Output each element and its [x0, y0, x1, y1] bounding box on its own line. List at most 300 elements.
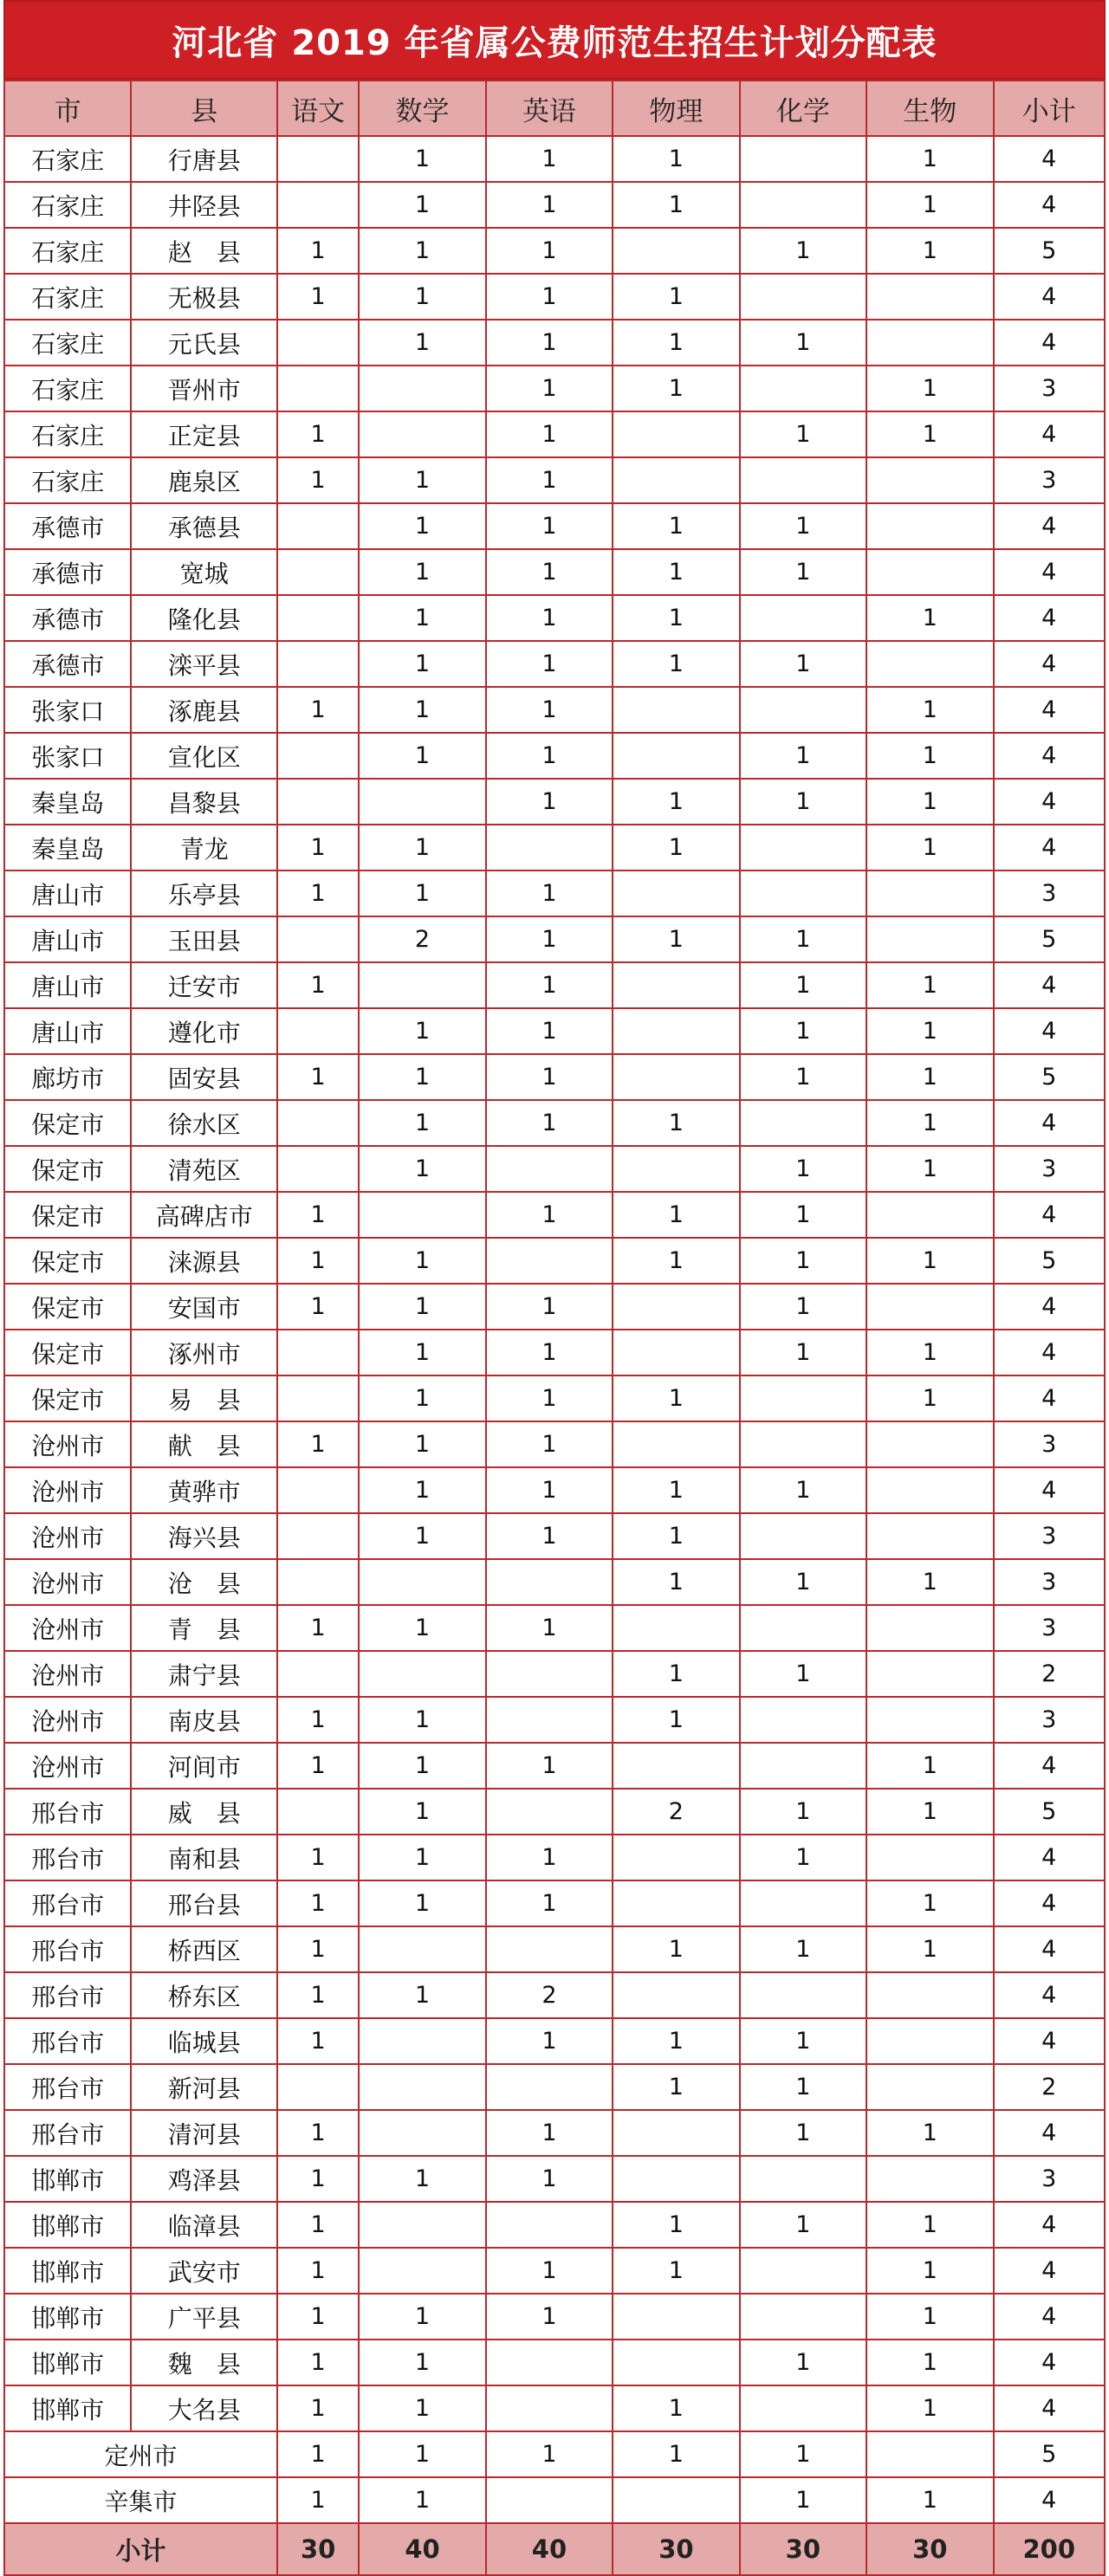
cell-chinese	[277, 1789, 359, 1835]
cell-chemistry: 1	[740, 641, 866, 687]
cell-city: 沧州市	[4, 1513, 131, 1559]
cell-english	[486, 1238, 613, 1284]
cell-city: 沧州市	[4, 1651, 131, 1697]
cell-city: 唐山市	[4, 916, 131, 962]
cell-biology: 1	[866, 1926, 993, 1972]
cell-chinese: 1	[277, 1605, 359, 1651]
cell-english: 1	[486, 1284, 613, 1330]
cell-biology: 1	[866, 1375, 993, 1421]
cell-city: 邯郸市	[4, 2202, 131, 2248]
cell-city: 沧州市	[4, 1743, 131, 1789]
cell-subtotal: 4	[994, 1330, 1105, 1375]
table-row	[4, 2294, 1105, 2340]
cell-county: 肃宁县	[131, 1651, 277, 1697]
header-physics: 物理	[613, 81, 739, 136]
header-english: 英语	[486, 81, 613, 136]
cell-math: 1	[359, 2431, 485, 2477]
cell-physics	[613, 2110, 739, 2156]
cell-chinese: 1	[277, 2202, 359, 2248]
cell-county: 威 县	[131, 1789, 277, 1835]
cell-biology: 1	[866, 1880, 993, 1926]
cell-physics	[613, 1330, 739, 1375]
cell-chemistry: 1	[740, 2477, 866, 2523]
cell-math: 1	[359, 1375, 485, 1421]
cell-subtotal: 3	[994, 2156, 1105, 2202]
cell-physics	[613, 962, 739, 1008]
cell-chinese	[277, 641, 359, 687]
cell-subtotal: 4	[994, 1926, 1105, 1972]
cell-subtotal: 4	[994, 641, 1105, 687]
cell-english: 1	[486, 503, 613, 549]
cell-biology: 1	[866, 228, 993, 274]
cell-math: 1	[359, 1054, 485, 1100]
cell-county: 涿州市	[131, 1330, 277, 1375]
cell-subtotal: 4	[994, 2340, 1105, 2385]
cell-biology	[866, 274, 993, 320]
cell-math: 1	[359, 2156, 485, 2202]
cell-city: 承德市	[4, 595, 131, 641]
cell-english: 1	[486, 1743, 613, 1789]
table-row	[4, 2156, 1105, 2202]
cell-math: 1	[359, 1972, 485, 2018]
cell-subtotal: 4	[994, 2294, 1105, 2340]
cell-county: 临漳县	[131, 2202, 277, 2248]
cell-math	[359, 2248, 485, 2294]
cell-chinese: 1	[277, 2477, 359, 2523]
cell-math	[359, 779, 485, 825]
cell-subtotal: 4	[994, 595, 1105, 641]
cell-biology	[866, 1605, 993, 1651]
cell-math: 1	[359, 549, 485, 595]
cell-city: 唐山市	[4, 871, 131, 916]
total-physics: 30	[613, 2523, 739, 2575]
cell-chinese: 1	[277, 1054, 359, 1100]
cell-biology: 1	[866, 1559, 993, 1605]
table-row	[4, 825, 1105, 871]
cell-biology	[866, 1697, 993, 1743]
cell-math	[359, 1651, 485, 1697]
cell-biology	[866, 503, 993, 549]
table-row	[4, 871, 1105, 916]
table-row	[4, 457, 1105, 503]
cell-biology	[866, 641, 993, 687]
cell-subtotal: 3	[994, 1697, 1105, 1743]
cell-city: 邢台市	[4, 1972, 131, 2018]
cell-physics: 1	[613, 779, 739, 825]
cell-county: 元氏县	[131, 320, 277, 366]
cell-chemistry: 1	[740, 1467, 866, 1513]
cell-city: 沧州市	[4, 1697, 131, 1743]
cell-math: 1	[359, 457, 485, 503]
cell-county: 南和县	[131, 1835, 277, 1880]
cell-chemistry	[740, 2248, 866, 2294]
table-row	[4, 733, 1105, 779]
cell-chemistry: 1	[740, 2110, 866, 2156]
cell-chinese: 1	[277, 1880, 359, 1926]
cell-county: 遵化市	[131, 1008, 277, 1054]
table-row	[4, 274, 1105, 320]
cell-county: 井陉县	[131, 182, 277, 228]
cell-english: 1	[486, 687, 613, 733]
table-row	[4, 549, 1105, 595]
total-subtotal: 200	[994, 2523, 1105, 2575]
cell-subtotal: 4	[994, 320, 1105, 366]
cell-county: 昌黎县	[131, 779, 277, 825]
cell-english: 1	[486, 1880, 613, 1926]
cell-subtotal: 4	[994, 1375, 1105, 1421]
cell-english: 1	[486, 2110, 613, 2156]
cell-subtotal: 2	[994, 2064, 1105, 2110]
table-row	[4, 1467, 1105, 1513]
cell-chemistry	[740, 2156, 866, 2202]
cell-county: 临城县	[131, 2018, 277, 2064]
cell-physics: 1	[613, 503, 739, 549]
cell-chemistry	[740, 1697, 866, 1743]
cell-math: 1	[359, 1100, 485, 1146]
cell-city: 石家庄	[4, 274, 131, 320]
cell-chinese: 1	[277, 1926, 359, 1972]
cell-english: 1	[486, 1100, 613, 1146]
cell-biology: 1	[866, 2294, 993, 2340]
cell-city: 承德市	[4, 641, 131, 687]
cell-physics: 1	[613, 2202, 739, 2248]
cell-english: 1	[486, 320, 613, 366]
cell-chinese: 1	[277, 2248, 359, 2294]
cell-biology: 1	[866, 1054, 993, 1100]
cell-county: 黄骅市	[131, 1467, 277, 1513]
cell-english: 1	[486, 2294, 613, 2340]
table-row	[4, 228, 1105, 274]
cell-english: 1	[486, 549, 613, 595]
cell-physics	[613, 733, 739, 779]
table-row	[4, 1375, 1105, 1421]
table-row	[4, 320, 1105, 366]
table-row	[4, 1238, 1105, 1284]
cell-chinese: 1	[277, 962, 359, 1008]
cell-math: 2	[359, 916, 485, 962]
table-row	[4, 916, 1105, 962]
cell-physics: 1	[613, 595, 739, 641]
table-row	[4, 411, 1105, 457]
cell-math	[359, 2110, 485, 2156]
cell-subtotal: 4	[994, 1835, 1105, 1880]
cell-physics	[613, 1284, 739, 1330]
cell-physics	[613, 1008, 739, 1054]
cell-chinese: 1	[277, 1421, 359, 1467]
cell-chemistry: 1	[740, 1284, 866, 1330]
cell-english	[486, 2202, 613, 2248]
cell-english: 1	[486, 2431, 613, 2477]
cell-county: 清苑区	[131, 1146, 277, 1192]
cell-chinese: 1	[277, 687, 359, 733]
total-chemistry: 30	[740, 2523, 866, 2575]
cell-subtotal: 3	[994, 1421, 1105, 1467]
cell-math	[359, 2018, 485, 2064]
cell-chemistry	[740, 1972, 866, 2018]
cell-chinese: 1	[277, 2110, 359, 2156]
cell-biology	[866, 320, 993, 366]
cell-english: 1	[486, 274, 613, 320]
cell-city: 邢台市	[4, 1789, 131, 1835]
cell-chemistry: 1	[740, 779, 866, 825]
table-row	[4, 1100, 1105, 1146]
cell-chemistry: 1	[740, 2340, 866, 2385]
cell-math: 1	[359, 182, 485, 228]
table-row	[4, 1926, 1105, 1972]
cell-county: 宽城	[131, 549, 277, 595]
totals-label: 小计	[4, 2523, 277, 2575]
cell-biology: 1	[866, 1008, 993, 1054]
cell-physics: 1	[613, 916, 739, 962]
cell-city: 邢台市	[4, 2110, 131, 2156]
cell-county: 青 县	[131, 1605, 277, 1651]
cell-chinese: 1	[277, 2340, 359, 2385]
cell-english	[486, 1926, 613, 1972]
cell-chemistry: 1	[740, 1926, 866, 1972]
cell-biology	[866, 1467, 993, 1513]
cell-english: 1	[486, 1835, 613, 1880]
cell-english: 1	[486, 962, 613, 1008]
cell-chemistry: 1	[740, 1192, 866, 1238]
cell-subtotal: 4	[994, 549, 1105, 595]
cell-county: 邢台县	[131, 1880, 277, 1926]
table-row	[4, 2477, 1105, 2523]
cell-chinese	[277, 2064, 359, 2110]
cell-subtotal: 5	[994, 2431, 1105, 2477]
cell-english: 1	[486, 2018, 613, 2064]
cell-biology: 1	[866, 136, 993, 182]
cell-county: 河间市	[131, 1743, 277, 1789]
cell-subtotal: 4	[994, 1467, 1105, 1513]
cell-biology: 1	[866, 2202, 993, 2248]
cell-chinese: 1	[277, 1192, 359, 1238]
cell-math: 1	[359, 1421, 485, 1467]
cell-math: 1	[359, 1697, 485, 1743]
cell-city: 承德市	[4, 503, 131, 549]
cell-city: 秦皇岛	[4, 779, 131, 825]
table-row	[4, 2385, 1105, 2431]
cell-city: 保定市	[4, 1375, 131, 1421]
cell-chemistry: 1	[740, 1238, 866, 1284]
cell-physics	[613, 2477, 739, 2523]
cell-biology	[866, 2018, 993, 2064]
cell-biology: 1	[866, 2248, 993, 2294]
cell-subtotal: 4	[994, 182, 1105, 228]
cell-county: 海兴县	[131, 1513, 277, 1559]
cell-chemistry: 1	[740, 1559, 866, 1605]
cell-physics	[613, 871, 739, 916]
cell-english: 1	[486, 411, 613, 457]
cell-city: 石家庄	[4, 411, 131, 457]
allocation-table	[3, 80, 1106, 2576]
cell-physics	[613, 2340, 739, 2385]
table-row	[4, 1513, 1105, 1559]
cell-county: 涿鹿县	[131, 687, 277, 733]
cell-math	[359, 1926, 485, 1972]
cell-chemistry: 1	[740, 1835, 866, 1880]
cell-biology: 1	[866, 1100, 993, 1146]
cell-city: 保定市	[4, 1330, 131, 1375]
cell-chemistry: 1	[740, 2064, 866, 2110]
cell-chinese	[277, 733, 359, 779]
cell-physics: 1	[613, 182, 739, 228]
cell-physics: 1	[613, 2064, 739, 2110]
cell-biology	[866, 2431, 993, 2477]
cell-city: 保定市	[4, 1192, 131, 1238]
cell-city: 保定市	[4, 1284, 131, 1330]
cell-chemistry: 1	[740, 733, 866, 779]
cell-county: 正定县	[131, 411, 277, 457]
cell-physics: 1	[613, 1375, 739, 1421]
cell-chemistry	[740, 366, 866, 411]
cell-biology: 1	[866, 779, 993, 825]
cell-math: 1	[359, 1146, 485, 1192]
cell-math: 1	[359, 136, 485, 182]
cell-county: 清河县	[131, 2110, 277, 2156]
cell-chemistry: 1	[740, 962, 866, 1008]
cell-physics	[613, 411, 739, 457]
cell-city: 邯郸市	[4, 2156, 131, 2202]
header-biology: 生物	[866, 81, 993, 136]
cell-city: 石家庄	[4, 366, 131, 411]
cell-city: 秦皇岛	[4, 825, 131, 871]
cell-chinese	[277, 1008, 359, 1054]
cell-biology: 1	[866, 366, 993, 411]
cell-english: 1	[486, 2156, 613, 2202]
cell-chemistry	[740, 1513, 866, 1559]
cell-subtotal: 4	[994, 1008, 1105, 1054]
cell-biology	[866, 549, 993, 595]
cell-math: 1	[359, 1008, 485, 1054]
cell-physics	[613, 1605, 739, 1651]
cell-subtotal: 3	[994, 1559, 1105, 1605]
cell-physics: 1	[613, 1697, 739, 1743]
total-chinese: 30	[277, 2523, 359, 2575]
cell-physics: 1	[613, 1238, 739, 1284]
cell-city-merged: 辛集市	[4, 2477, 277, 2523]
cell-city: 石家庄	[4, 320, 131, 366]
cell-math	[359, 1559, 485, 1605]
cell-math: 1	[359, 274, 485, 320]
total-english: 40	[486, 2523, 613, 2575]
cell-subtotal: 4	[994, 136, 1105, 182]
table-row	[4, 962, 1105, 1008]
cell-chemistry	[740, 457, 866, 503]
cell-biology: 1	[866, 1789, 993, 1835]
cell-english: 1	[486, 1054, 613, 1100]
header-chinese: 语文	[277, 81, 359, 136]
cell-chemistry: 1	[740, 228, 866, 274]
cell-chinese	[277, 1467, 359, 1513]
table-body	[4, 136, 1105, 2523]
table-row	[4, 2018, 1105, 2064]
cell-county: 新河县	[131, 2064, 277, 2110]
cell-english	[486, 2064, 613, 2110]
cell-english: 1	[486, 457, 613, 503]
cell-chinese: 1	[277, 1743, 359, 1789]
cell-physics	[613, 2156, 739, 2202]
cell-county: 桥西区	[131, 1926, 277, 1972]
cell-physics: 1	[613, 320, 739, 366]
cell-math: 1	[359, 1880, 485, 1926]
cell-subtotal: 3	[994, 1513, 1105, 1559]
cell-chinese	[277, 1375, 359, 1421]
cell-math: 1	[359, 228, 485, 274]
cell-chemistry	[740, 182, 866, 228]
cell-math: 1	[359, 1467, 485, 1513]
cell-english: 1	[486, 2248, 613, 2294]
cell-chinese	[277, 1146, 359, 1192]
cell-math: 1	[359, 1284, 485, 1330]
cell-english: 1	[486, 366, 613, 411]
table-row	[4, 2248, 1105, 2294]
cell-physics: 1	[613, 825, 739, 871]
cell-math: 1	[359, 1605, 485, 1651]
cell-subtotal: 4	[994, 2248, 1105, 2294]
cell-biology: 1	[866, 825, 993, 871]
cell-physics: 1	[613, 1513, 739, 1559]
cell-biology	[866, 2064, 993, 2110]
cell-english: 1	[486, 1375, 613, 1421]
cell-city: 邢台市	[4, 1835, 131, 1880]
cell-city: 邯郸市	[4, 2385, 131, 2431]
cell-county: 玉田县	[131, 916, 277, 962]
cell-biology: 1	[866, 1238, 993, 1284]
cell-chemistry: 1	[740, 1054, 866, 1100]
cell-county: 固安县	[131, 1054, 277, 1100]
cell-biology: 1	[866, 1330, 993, 1375]
cell-chinese: 1	[277, 825, 359, 871]
table-row	[4, 1880, 1105, 1926]
cell-chemistry: 1	[740, 1146, 866, 1192]
cell-chemistry	[740, 871, 866, 916]
cell-physics: 1	[613, 274, 739, 320]
cell-english: 2	[486, 1972, 613, 2018]
cell-physics	[613, 2294, 739, 2340]
cell-english: 1	[486, 228, 613, 274]
cell-county: 鹿泉区	[131, 457, 277, 503]
cell-city: 石家庄	[4, 182, 131, 228]
cell-subtotal: 4	[994, 779, 1105, 825]
cell-english: 1	[486, 1513, 613, 1559]
cell-subtotal: 4	[994, 2018, 1105, 2064]
table-row	[4, 2340, 1105, 2385]
cell-physics	[613, 1880, 739, 1926]
cell-chemistry: 1	[740, 320, 866, 366]
table-row	[4, 1651, 1105, 1697]
cell-physics: 1	[613, 2385, 739, 2431]
cell-biology	[866, 1513, 993, 1559]
cell-county: 隆化县	[131, 595, 277, 641]
cell-biology	[866, 1835, 993, 1880]
totals-row	[4, 2523, 1105, 2575]
cell-math: 1	[359, 641, 485, 687]
table-row	[4, 779, 1105, 825]
table-row	[4, 1284, 1105, 1330]
cell-physics	[613, 1972, 739, 2018]
cell-county: 广平县	[131, 2294, 277, 2340]
total-biology: 30	[866, 2523, 993, 2575]
cell-city: 邯郸市	[4, 2294, 131, 2340]
cell-physics: 1	[613, 1651, 739, 1697]
cell-biology	[866, 1972, 993, 2018]
cell-physics: 1	[613, 2018, 739, 2064]
cell-city: 廊坊市	[4, 1054, 131, 1100]
table-row	[4, 1559, 1105, 1605]
cell-english: 1	[486, 136, 613, 182]
cell-english	[486, 1789, 613, 1835]
cell-english: 1	[486, 1330, 613, 1375]
